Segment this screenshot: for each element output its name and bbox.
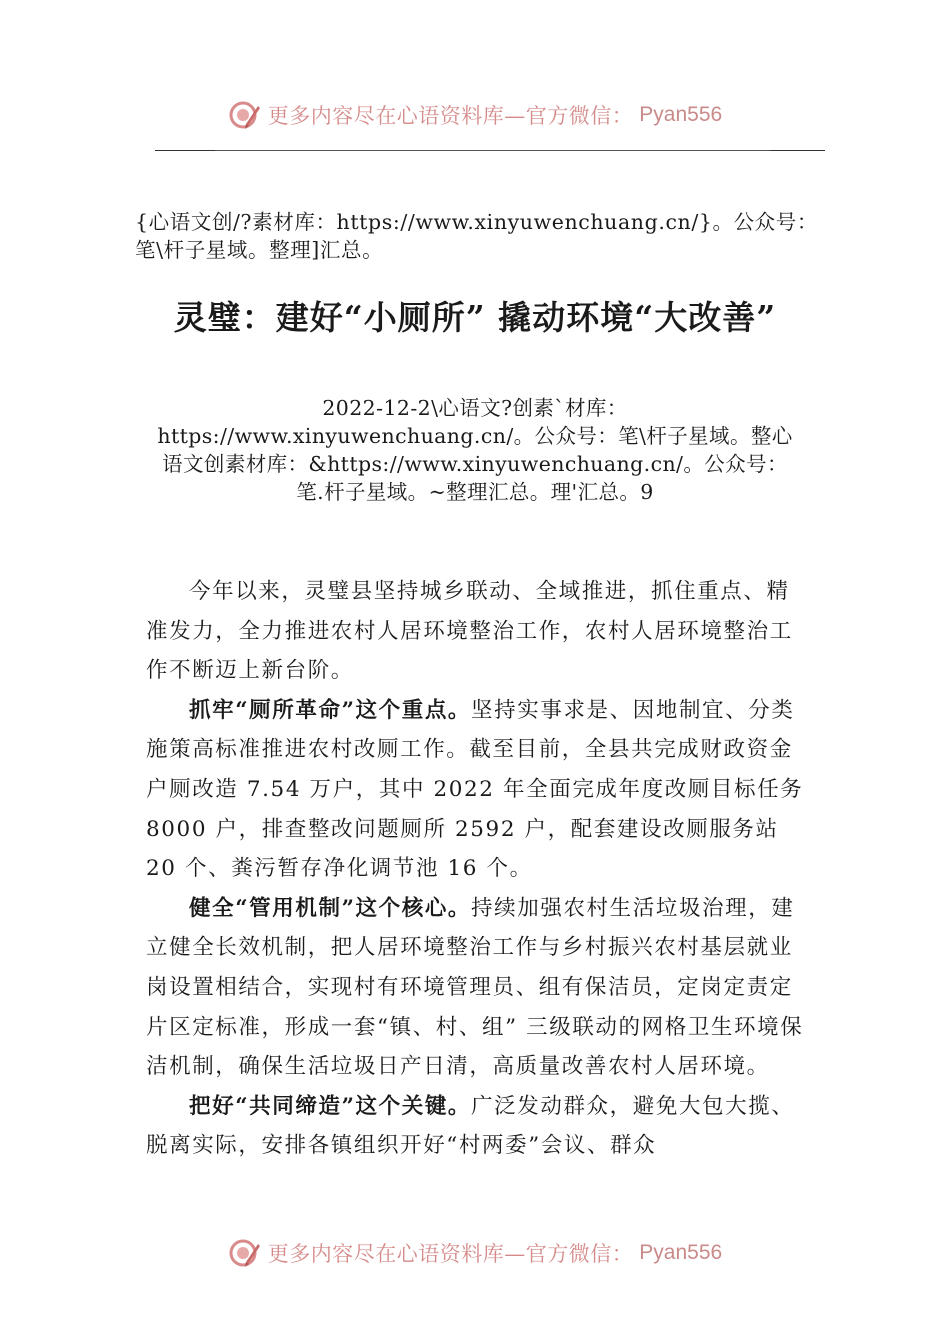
watermark-wechat-id: Pyan556 <box>639 103 723 126</box>
paragraph-2-text: 坚持实事求是、因地制宜、分类施策高标准推进农村改厕工作。截至目前，全县共完成财政资金户厕改造 7.54 万户，其中 2022 年全面完成年度改厕目标任务 8000 户，排查整改问题厕所 2592 户，配套建设改厕服务站 20 个、粪污暂存净化调节池 16 个。 <box>146 697 804 882</box>
paragraph-3-lead: 健全“管用机制”这个核心。 <box>189 895 472 921</box>
paragraph-2 <box>146 691 810 889</box>
paragraph-4-text: 广泛发动群众，避免大包大揽、脱离实际，安排各镇组织开好“村两委”会议、群众 <box>146 1093 795 1159</box>
footer-watermark <box>0 1230 950 1276</box>
article-meta: 2022-12-2\心语文?创素`材库：https://www.xinyuwenchuang.cn/。公众号：笔\杆子星域。整心语文创素材库：&https://www.xinyuwenchuang.cn/。公众号：笔.杆子星域。~整理汇总。理'汇总。9 <box>157 396 793 504</box>
header-rule-middle <box>215 150 770 151</box>
paragraph-1-text: 今年以来，灵璧县坚持城乡联动、全域推进，抓住重点、精准发力，全力推进农村人居环境整治工作，农村人居环境整治工作不断迈上新台阶。 <box>146 579 793 684</box>
watermark-text: 更多内容尽在心语资料库—官方微信： <box>267 104 634 128</box>
header-watermark <box>0 92 950 138</box>
paragraph-1 <box>146 572 810 691</box>
intro-text: {心语文创/?素材库：https://www.xinyuwenchuang.cn/}。公众号：笔\杆子星域。整理]汇总。 <box>135 210 818 262</box>
paragraph-3-text: 持续加强农村生活垃圾治理，建立健全长效机制，把人居环境整治工作与乡村振兴农村基层就业岗设置相结合，实现村有环境管理员、组有保洁员，定岗定责定片区定标准，形成一套“镇、村、组” 三级联动的网格卫生环境保洁机制，确保生活垃圾日产日清，高质量改善农村人居环境。 <box>146 895 804 1080</box>
pen-logo-icon <box>228 1236 262 1270</box>
paragraph-2-lead: 抓牢“厕所革命”这个重点。 <box>189 697 472 723</box>
pen-logo-icon <box>228 98 262 132</box>
footer-watermark-wechat-id: Pyan556 <box>639 1241 723 1264</box>
paragraph-4 <box>146 1087 810 1166</box>
header-rule-right <box>770 150 825 151</box>
footer-watermark-text: 更多内容尽在心语资料库—官方微信： <box>267 1242 634 1266</box>
footer-watermark-content <box>228 1236 722 1270</box>
header-rule-left <box>155 150 215 151</box>
article-title: 灵璧：建好“小厕所” 撬动环境“大改善” <box>173 298 777 337</box>
article-body <box>146 572 810 1166</box>
paragraph-3 <box>146 889 810 1087</box>
watermark-content <box>228 98 722 132</box>
paragraph-4-lead: 把好“共同缔造”这个关键。 <box>189 1093 472 1119</box>
